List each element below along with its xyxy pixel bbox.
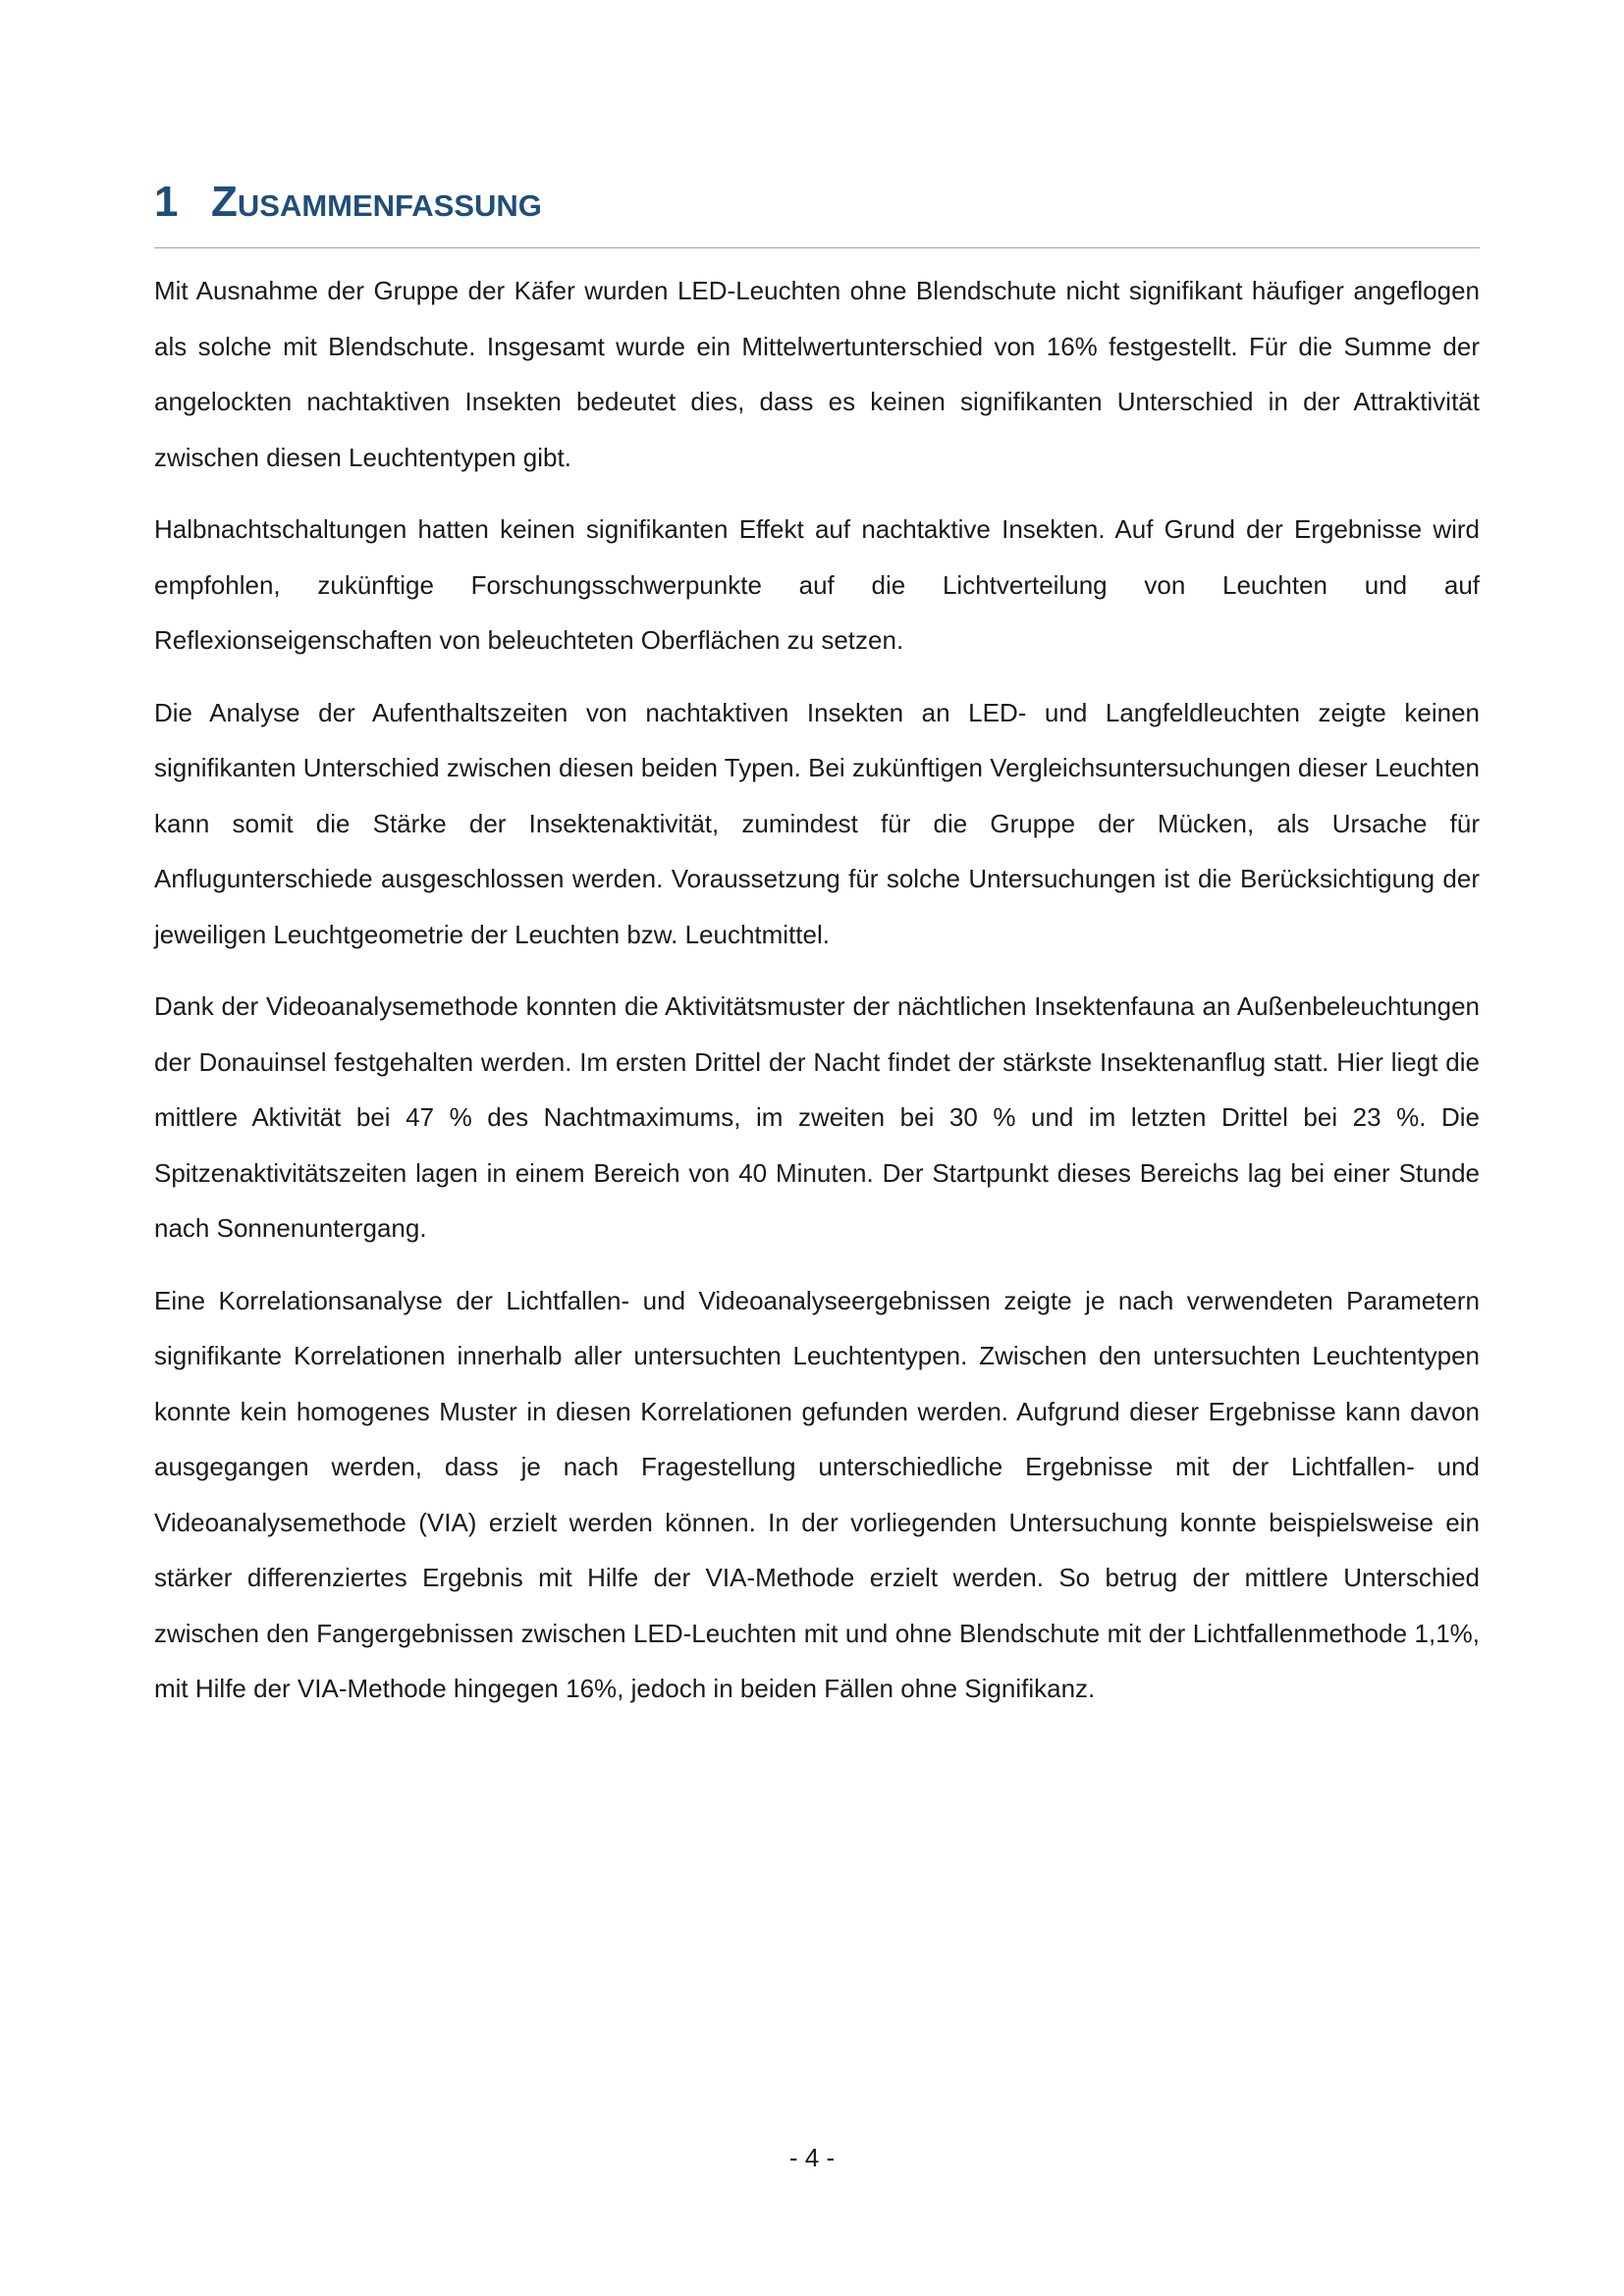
heading-divider	[154, 247, 1480, 248]
body-text	[154, 263, 1480, 1734]
section-number: 1	[154, 178, 179, 227]
section-title: Zusammenfassung	[211, 178, 542, 227]
paragraph: Mit Ausnahme der Gruppe der Käfer wurden LED-Leuchten ohne Blendschute nicht signifikant häufiger angeflogen als solche mit Blendschute. Insgesamt wurde ein Mittelwertunterschied von 16% festgestellt. Für die Summe der angelockten nachtaktiven Insekten bedeutet dies, dass es keinen signifikanten Unterschied in der Attraktivität zwischen diesen Leuchtentypen gibt.	[154, 276, 1480, 472]
page-number: - 4 -	[788, 2143, 836, 2172]
paragraph: Die Analyse der Aufenthaltszeiten von nachtaktiven Insekten an LED- und Langfeldleuchten zeigte keinen signifikanten Unterschied zwischen diesen beiden Typen. Bei zukünftigen Vergleichsuntersuchungen dieser Leuchten kann somit die Stärke der Insektenaktivität, zumindest für die Gruppe der Mücken, als Ursache für Anflugunterschiede ausgeschlossen werden. Voraussetzung für solche Untersuchungen ist die Berücksichtigung der jeweiligen Leuchtgeometrie der Leuchten bzw. Leuchtmittel.	[154, 697, 1480, 949]
paragraph: Eine Korrelationsanalyse der Lichtfallen- und Videoanalyseergebnissen zeigte je nach verwendeten Parametern signifikante Korrelationen innerhalb aller untersuchten Leuchtentypen. Zwischen den untersuchten Leuchtentypen konnte kein homogenes Muster in diesen Korrelationen gefunden werden. Aufgrund dieser Ergebnisse kann davon ausgegangen werden, dass je nach Fragestellung unterschiedliche Ergebnisse mit der Lichtfallen- und Videoanalysemethode (VIA) erzielt werden können. In der vorliegenden Untersuchung konnte beispielsweise ein stärker differenziertes Ergebnis mit Hilfe der VIA-Methode erzielt werden. So betrug der mittlere Unterschied zwischen den Fangergebnissen zwischen LED-Leuchten mit und ohne Blendschute mit der Lichtfallenmethode 1,1%, mit Hilfe der VIA-Methode hingegen 16%, jedoch in beiden Fällen ohne Signifikanz.	[154, 1285, 1480, 1703]
section-heading	[154, 178, 1480, 227]
paragraph: Dank der Videoanalysemethode konnten die Aktivitätsmuster der nächtlichen Insektenfauna an Außenbeleuchtungen der Donauinsel festgehalten werden. Im ersten Drittel der Nacht findet der stärkste Insektenanflug statt. Hier liegt die mittlere Aktivität bei 47 % des Nachtmaximums, im zweiten bei 30 % und im letzten Drittel bei 23 %. Die Spitzenaktivitätszeiten lagen in einem Bereich von 40 Minuten. Der Startpunkt dieses Bereichs lag bei einer Stunde nach Sonnenuntergang.	[154, 991, 1480, 1243]
paragraph: Halbnachtschaltungen hatten keinen signifikanten Effekt auf nachtaktive Insekten. Auf Grund der Ergebnisse wird empfohlen, zukünftige Forschungsschwerpunkte auf die Lichtverteilung von Leuchten und auf Reflexionseigenschaften von beleuchteten Oberflächen zu setzen.	[154, 514, 1480, 655]
